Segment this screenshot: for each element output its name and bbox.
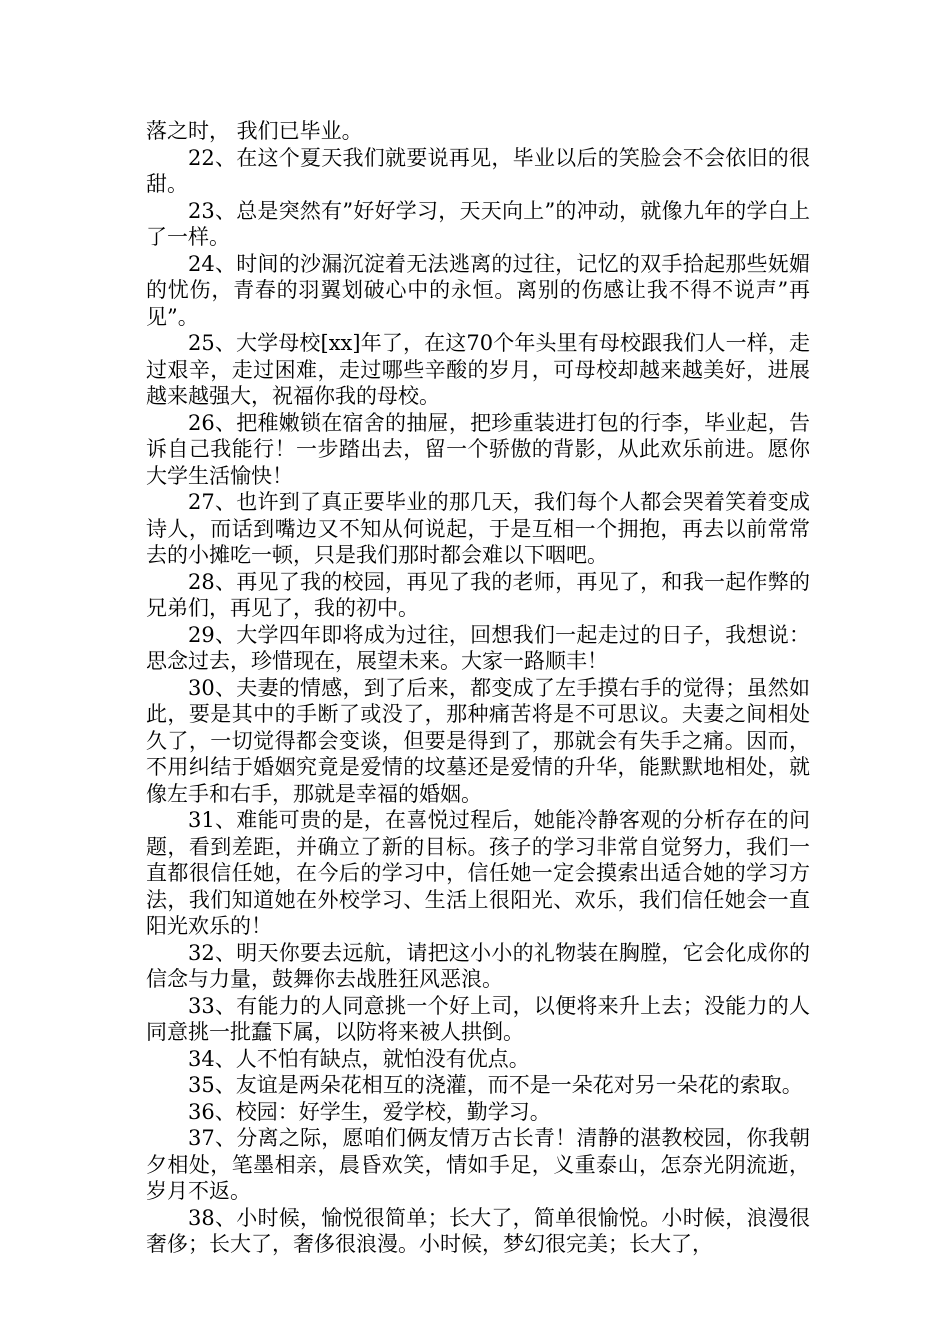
document-body [146,118,810,1258]
paragraph-30: 30、夫妻的情感，到了后来，都变成了左手摸右手的觉得；虽然如此，要是其中的手断了或没了，那种痛苦将是不可思议。夫妻之间相处久了，一切觉得都会变谈，但要是得到了，那就会有失手之痛。因而，不用纠结于婚姻究竟是爱情的坟墓还是爱情的升华，能默默地相处，就像左手和右手，那就是幸福的婚姻。 [146,675,810,806]
paragraph-23: 23、总是突然有”好好学习，天天向上”的冲动，就像九年的学白上了一样。 [146,198,810,249]
paragraph-37: 37、分离之际，愿咱们俩友情万古长青！清静的湛教校园，你我朝夕相处，笔墨相亲，晨昏欢笑，情如手足，义重泰山，怎奈光阴流逝，岁月不返。 [146,1126,810,1203]
paragraph-32: 32、明天你要去远航，请把这小小的礼物装在胸膛，它会化成你的信念与力量，鼓舞你去战胜狂风恶浪。 [146,940,810,991]
paragraph-28: 28、再见了我的校园，再见了我的老师，再见了，和我一起作弊的兄弟们，再见了，我的初中。 [146,569,810,620]
paragraph-31: 31、难能可贵的是，在喜悦过程后，她能冷静客观的分析存在的问题，看到差距，并确立了新的目标。孩子的学习非常自觉努力，我们一直都很信任她，在今后的学习中，信任她一定会摸索出适合她的学习方法，我们知道她在外校学习、生活上很阳光、欢乐，我们信任她会一直阳光欢乐的！ [146,808,810,938]
paragraph-34: 34、人不怕有缺点，就怕没有优点。 [188,1046,530,1071]
paragraph-36: 36、校园：好学生，爱学校，勤学习。 [188,1099,551,1124]
paragraph-27: 27、也许到了真正要毕业的那几天，我们每个人都会哭着笑着变成诗人，而话到嘴边又不知从何说起，于是互相一个拥抱，再去以前常常去的小摊吃一顿，只是我们那时都会难以下咽吧。 [146,490,810,567]
paragraph-35: 35、友谊是两朵花相互的浇灌，而不是一朵花对另一朵花的索取。 [188,1073,803,1097]
paragraph-25: 25、大学母校[xx]年了，在这70个年头里有母校跟我们人一样，走过艰辛，走过困难，走过哪些辛酸的岁月，可母校却越来越美好，进展越来越强大，祝福你我的母校。 [146,331,810,408]
paragraph-33: 33、有能力的人同意挑一个好上司，以便将来升上去；没能力的人同意挑一批蠢下属，以防将来被人拱倒。 [146,993,810,1044]
paragraph-29: 29、大学四年即将成为过往，回想我们一起走过的日子，我想说：思念过去，珍惜现在，展望未来。大家一路顺丰！ [146,622,810,673]
paragraph-22: 22、在这个夏天我们就要说再见，毕业以后的笑脸会不会依旧的很甜。 [146,145,810,196]
paragraph-24: 24、时间的沙漏沉淀着无法逃离的过往，记忆的双手拾起那些妩媚的忧伤，青春的羽翼划破心中的永恒。离别的伤感让我不得不说声”再见”。 [146,251,810,329]
paragraph-38: 38、小时候，愉悦很简单；长大了，简单很愉悦。小时候，浪漫很奢侈；长大了，奢侈很浪漫。小时候，梦幻很完美；长大了， [146,1205,810,1256]
paragraph-21-continuation: 落之时， 我们已毕业。 [146,119,363,143]
paragraph-26: 26、把稚嫩锁在宿舍的抽屉，把珍重装进打包的行李，毕业起，告诉自己我能行！一步踏出去，留一个骄傲的背影，从此欢乐前进。愿你大学生活愉快！ [146,410,810,488]
